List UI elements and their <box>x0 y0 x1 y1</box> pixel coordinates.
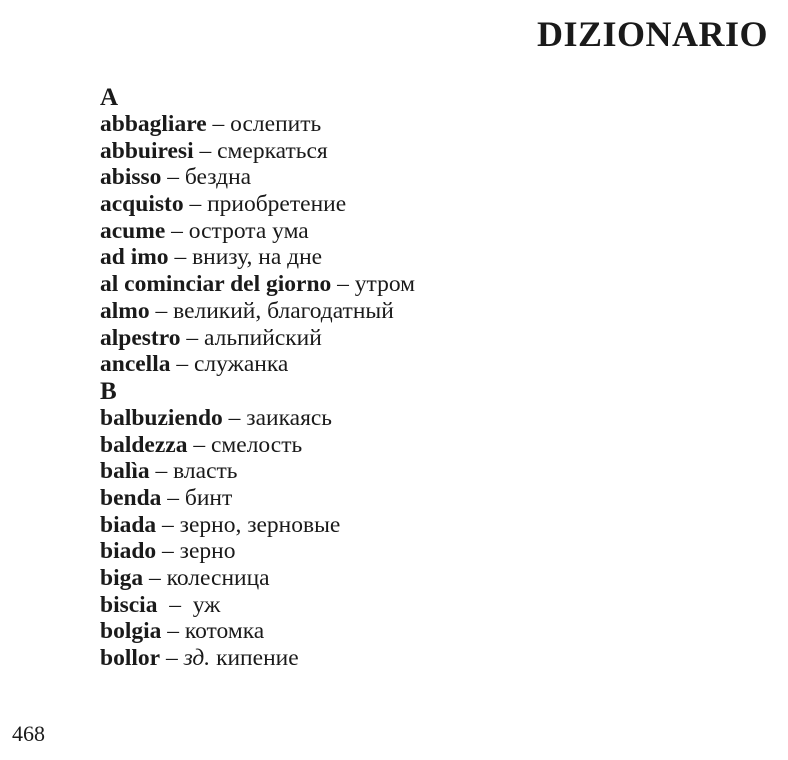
entry-term: al cominciar del giorno <box>100 271 332 298</box>
entry-separator: – <box>161 164 185 191</box>
dictionary-entry <box>100 138 770 165</box>
entry-term: biada <box>100 511 157 538</box>
entry-translation: смелость <box>210 431 303 458</box>
entry-separator: – <box>222 404 247 431</box>
dictionary-entry <box>100 432 770 459</box>
section-letter: B <box>100 377 117 405</box>
entry-usage-note: зд. <box>183 645 211 672</box>
entry-translation: острота ума <box>188 217 309 244</box>
entry-translation: кипение <box>210 645 299 672</box>
entry-translation: зерно <box>179 538 236 565</box>
dictionary-entry <box>100 325 770 352</box>
dictionary-entry <box>100 218 770 245</box>
dictionary-entry <box>100 164 770 191</box>
entry-term: acquisto <box>100 191 184 218</box>
entry-separator: – <box>156 511 180 538</box>
entry-term: balbuziendo <box>100 404 223 431</box>
entry-separator: – <box>161 484 185 511</box>
entry-translation: заикаясь <box>246 404 333 431</box>
entry-separator: – <box>170 351 194 378</box>
entry-term: alpestro <box>100 324 181 351</box>
dictionary-entry <box>100 298 770 325</box>
entry-term: ad imo <box>100 244 169 271</box>
dictionary-entry <box>100 244 770 271</box>
entry-term: biado <box>100 538 157 565</box>
entry-term: almo <box>100 297 150 324</box>
entry-translation: ослепить <box>230 111 322 137</box>
entry-separator: – <box>149 297 174 324</box>
entry-separator: – <box>143 565 167 591</box>
entry-translation: колесница <box>166 565 270 591</box>
dictionary-entry <box>100 512 770 539</box>
dictionary-entry <box>100 271 770 298</box>
entry-term: baldezza <box>100 431 188 458</box>
dictionary-entry <box>100 405 770 432</box>
dictionary-entry <box>100 538 770 565</box>
entry-separator: – <box>331 271 355 298</box>
entry-separator: – <box>149 458 174 485</box>
entry-term: biga <box>100 565 144 591</box>
entry-term: bolgia <box>100 618 162 645</box>
entry-separator: – <box>206 111 231 137</box>
entry-translation: великий, благодатный <box>173 297 394 324</box>
dictionary-list <box>100 84 770 672</box>
entry-separator: – <box>161 618 185 645</box>
entry-term: benda <box>100 484 162 511</box>
dictionary-entry <box>100 645 770 672</box>
entry-translation: приобретение <box>207 191 347 218</box>
dictionary-entry <box>100 191 770 218</box>
dictionary-entry <box>100 458 770 485</box>
entry-term: ancella <box>100 351 171 378</box>
entry-separator: – <box>193 137 218 164</box>
entry-term: biscia <box>100 591 158 618</box>
entry-translation: уж <box>192 591 221 618</box>
entry-translation: смеркаться <box>217 137 328 164</box>
entry-term: abbuiresi <box>100 137 194 164</box>
dictionary-entry <box>100 565 770 592</box>
section-letter: A <box>100 84 119 111</box>
entry-translation: служанка <box>194 351 289 378</box>
entry-term: abbagliare <box>100 111 207 137</box>
entry-separator: – <box>165 217 189 244</box>
entry-term: acume <box>100 217 166 244</box>
entry-separator: – <box>168 244 193 271</box>
entry-translation: утром <box>354 271 416 298</box>
dictionary-entry <box>100 485 770 512</box>
entry-translation: внизу, на дне <box>192 244 323 271</box>
dictionary-entry <box>100 592 770 619</box>
entry-translation: власть <box>173 458 238 485</box>
page-number: 468 <box>12 721 45 746</box>
entry-translation: бездна <box>184 164 252 191</box>
entry-term: balìa <box>100 458 150 485</box>
entry-separator: – <box>183 191 208 218</box>
entry-separator: – <box>187 431 211 458</box>
entry-separator: – <box>180 324 205 351</box>
page-title: DIZIONARIO <box>536 14 768 54</box>
entry-translation: бинт <box>184 484 233 511</box>
dictionary-entry <box>100 111 770 138</box>
entry-separator: – <box>156 538 180 565</box>
entry-translation: зерно, зерновые <box>179 511 341 538</box>
entry-translation: котомка <box>184 618 265 645</box>
entry-term: bollor <box>100 645 161 672</box>
entry-separator: – <box>160 645 184 672</box>
entry-term: abisso <box>100 164 162 191</box>
dictionary-entry <box>100 351 770 378</box>
entry-separator: – <box>157 591 193 618</box>
entry-translation: альпийский <box>204 324 322 351</box>
dictionary-entry <box>100 618 770 645</box>
